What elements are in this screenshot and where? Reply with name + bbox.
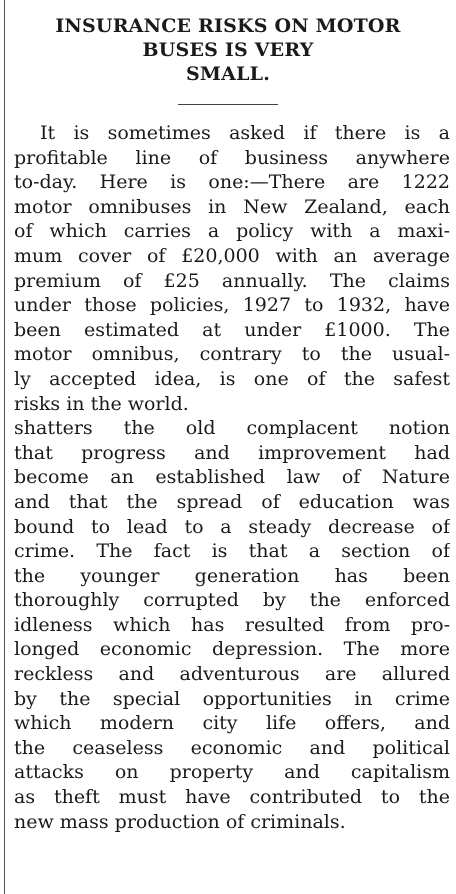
text-line: and that the spread of education was <box>14 490 450 513</box>
text-line: of which carries a policy with a maxi- <box>14 220 450 243</box>
text-line: crime. The fact is that a section of <box>14 540 450 563</box>
text-line: shatters the old complacent notion <box>14 417 450 440</box>
paragraph-1 <box>14 121 450 416</box>
text-line: the younger generation has been <box>14 564 450 587</box>
paragraph-2 <box>14 416 450 834</box>
text-line: idleness which has resulted from pro- <box>14 613 450 636</box>
text-line: motor omnibuses in New Zealand, each <box>14 195 450 218</box>
text-line: under those policies, 1927 to 1932, have <box>14 294 450 317</box>
headline-divider <box>178 104 278 105</box>
text-line: which modern city life offers, and <box>14 712 450 735</box>
text-line: new mass production of criminals. <box>14 810 346 833</box>
text-line: It is sometimes asked if there is a <box>40 122 450 144</box>
text-line: thoroughly corrupted by the enforced <box>14 589 450 612</box>
column-rule <box>4 0 5 894</box>
text-line: premium of £25 annually. The claims <box>14 269 450 292</box>
text-line: profitable line of business anywhere <box>14 146 450 169</box>
text-line: to-day. Here is one:—There are 1222 <box>14 171 450 194</box>
text-line: that progress and improvement had <box>14 441 450 464</box>
headline-line: BUSES IS VERY <box>142 39 314 61</box>
text-line: the ceaseless economic and political <box>14 736 450 759</box>
text-line: as theft must have contributed to the <box>14 786 450 809</box>
text-line: become an established law of Nature <box>14 466 450 489</box>
text-line: attacks on property and capitalism <box>14 761 450 784</box>
text-line: mum cover of £20,000 with an average <box>14 244 450 267</box>
text-line: ly accepted idea, is one of the safest <box>14 367 450 390</box>
headline <box>0 14 456 86</box>
text-line: risks in the world. <box>14 392 189 415</box>
text-line: by the special opportunities in crime <box>14 687 450 710</box>
text-line: motor omnibus, contrary to the usual- <box>14 343 450 366</box>
text-line: reckless and adventurous are allured <box>14 663 450 686</box>
headline-line: SMALL. <box>185 63 271 85</box>
text-line: longed economic depression. The more <box>14 638 450 661</box>
headline-line: INSURANCE RISKS ON MOTOR <box>55 15 401 37</box>
article-body <box>14 121 450 834</box>
text-line: bound to lead to a steady decrease of <box>14 515 450 538</box>
text-line: been estimated at under £1000. The <box>14 318 450 341</box>
